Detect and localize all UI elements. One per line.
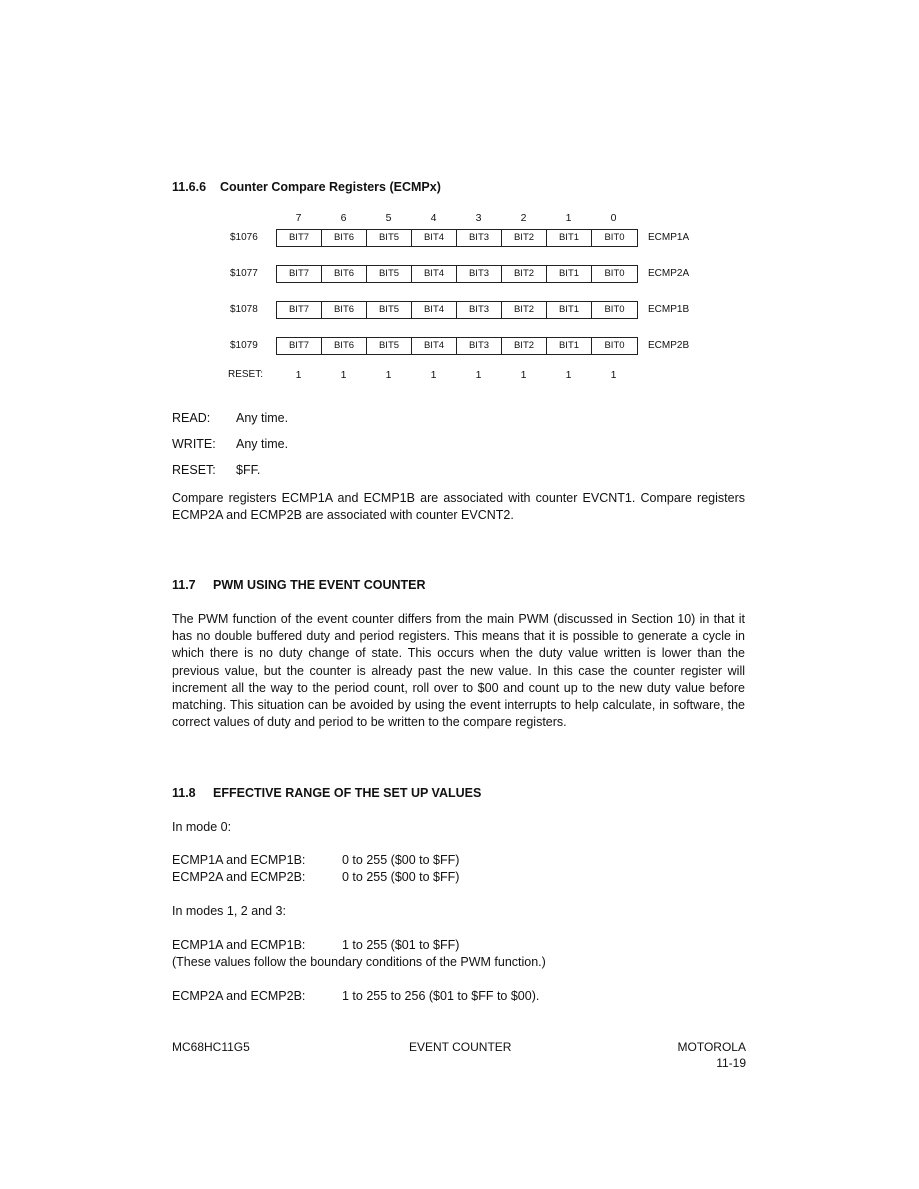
range-note: (These values follow the boundary conditions of the PWM function.) [172,955,546,969]
bit-number: 7 [295,212,302,224]
access-reset [172,463,260,477]
bit-cell: BIT4 [412,230,457,246]
register-name: ECMP1A [648,232,690,243]
bit-cell: BIT5 [367,338,412,354]
bit-cell: BIT7 [277,230,322,246]
bit-number: 6 [340,212,347,224]
bit-cell: BIT5 [367,230,412,246]
compare-registers-paragraph: Compare registers ECMP1A and ECMP1B are associated with counter EVCNT1. Compare registers ECMP2A and ECMP2B are associated with counter EVCNT2. [172,491,745,523]
bit-cell: BIT2 [502,266,547,282]
bit-number: 2 [520,212,527,224]
bit-cell: BIT6 [322,338,367,354]
pwm-paragraph: The PWM function of the event counter differs from the main PWM (discussed in Section 10) in that it has no double buffered duty and period registers. This means that it is possible to generate a cycle in which there is no duty change of state. This occurs when the duty value written is lower than the previous value, but the counter is already past the new value. In this case the counter register will increment all the way to the period count, roll over to $00 and count up to the new duty value before matching. This situation can be avoided by using the event interrupts to help calculate, in software, the correct values of duty and period to be written to the compare registers. [172,612,745,730]
reset-value: 1 [565,369,572,381]
section-heading-11-6-6 [172,180,441,194]
bit-cell: BIT3 [457,266,502,282]
register-bits [276,337,638,355]
bit-cell: BIT0 [604,232,625,243]
reset-row [230,369,650,383]
bit-number: 5 [385,212,392,224]
register-address: $1076 [230,232,258,243]
range-line [172,853,459,867]
reset-label: RESET: [228,369,264,380]
bit-cell: BIT6 [322,302,367,318]
range-line [172,870,459,884]
bit-cell: BIT3 [457,230,502,246]
footer-chapter-title: EVENT COUNTER [409,1040,512,1054]
section-heading-11-7 [172,578,426,592]
section-title: PWM USING THE EVENT COUNTER [213,578,426,592]
section-number: 11.8 [172,786,196,800]
bit-number: 0 [610,212,617,224]
bit-cell: BIT2 [502,230,547,246]
access-value: Any time. [236,411,289,425]
bit-number-header [276,212,636,226]
bit-cell: BIT4 [412,302,457,318]
access-read [172,411,288,425]
access-label: RESET: [172,463,216,477]
bit-cell: BIT1 [547,266,592,282]
bit-cell: BIT1 [547,338,592,354]
bit-cell: BIT7 [277,266,322,282]
bit-cell: BIT0 [604,340,625,351]
range-label: ECMP1A and ECMP1B: [172,853,306,867]
register-bits [276,229,638,247]
reset-value: 1 [475,369,482,381]
reset-value: 1 [385,369,392,381]
access-value: Any time. [236,437,289,451]
range-label: ECMP2A and ECMP2B: [172,870,306,884]
section-heading-11-8 [172,786,481,800]
reset-value: 1 [520,369,527,381]
reset-value: 1 [610,369,617,381]
bit-cell: BIT2 [502,302,547,318]
bit-number: 1 [565,212,572,224]
register-table [230,212,700,387]
range-value: 0 to 255 ($00 to $FF) [342,853,460,867]
section-title: EFFECTIVE RANGE OF THE SET UP VALUES [213,786,482,800]
bit-cell: BIT2 [502,338,547,354]
bit-cell: BIT1 [547,302,592,318]
register-name: ECMP1B [648,304,690,315]
bit-cell: BIT6 [322,266,367,282]
section-number: 11.6.6 [172,180,207,194]
bit-cell: BIT5 [367,302,412,318]
bit-cell: BIT1 [547,230,592,246]
register-bits [276,265,638,283]
bit-cell: BIT4 [412,338,457,354]
bit-cell: BIT3 [457,338,502,354]
access-value: $FF. [236,463,261,477]
access-label: READ: [172,411,211,425]
reset-value: 1 [295,369,302,381]
bit-cell: BIT0 [604,304,625,315]
bit-cell: BIT6 [322,230,367,246]
register-bits [276,301,638,319]
reset-value: 1 [430,369,437,381]
bit-cell: BIT5 [367,266,412,282]
mode0-intro: In mode 0: [172,820,232,834]
bit-cell: BIT7 [277,302,322,318]
bit-number: 3 [475,212,482,224]
section-title: Counter Compare Registers (ECMPx) [219,180,441,194]
range-value: 1 to 255 to 256 ($01 to $FF to $00). [342,989,540,1003]
register-address: $1077 [230,268,258,279]
reset-value: 1 [340,369,347,381]
bit-cell: BIT3 [457,302,502,318]
range-value: 1 to 255 ($01 to $FF) [342,938,460,952]
bit-cell: BIT7 [277,338,322,354]
footer-company: MOTOROLA [677,1040,746,1054]
footer-page-number: 11-19 [716,1056,746,1070]
footer-document-id: MC68HC11G5 [172,1040,250,1054]
register-name: ECMP2B [648,340,690,351]
section-number: 11.7 [172,578,196,592]
bit-cell: BIT0 [604,268,625,279]
range-value: 0 to 255 ($00 to $FF) [342,870,460,884]
modes123-intro: In modes 1, 2 and 3: [172,904,286,918]
bit-number: 4 [430,212,437,224]
register-name: ECMP2A [648,268,690,279]
range-label: ECMP2A and ECMP2B: [172,989,306,1003]
register-address: $1078 [230,304,258,315]
register-address: $1079 [230,340,258,351]
range-label: ECMP1A and ECMP1B: [172,938,306,952]
bit-cell: BIT4 [412,266,457,282]
access-write [172,437,288,451]
access-label: WRITE: [172,437,216,451]
range-line [172,989,539,1003]
range-line [172,938,459,952]
